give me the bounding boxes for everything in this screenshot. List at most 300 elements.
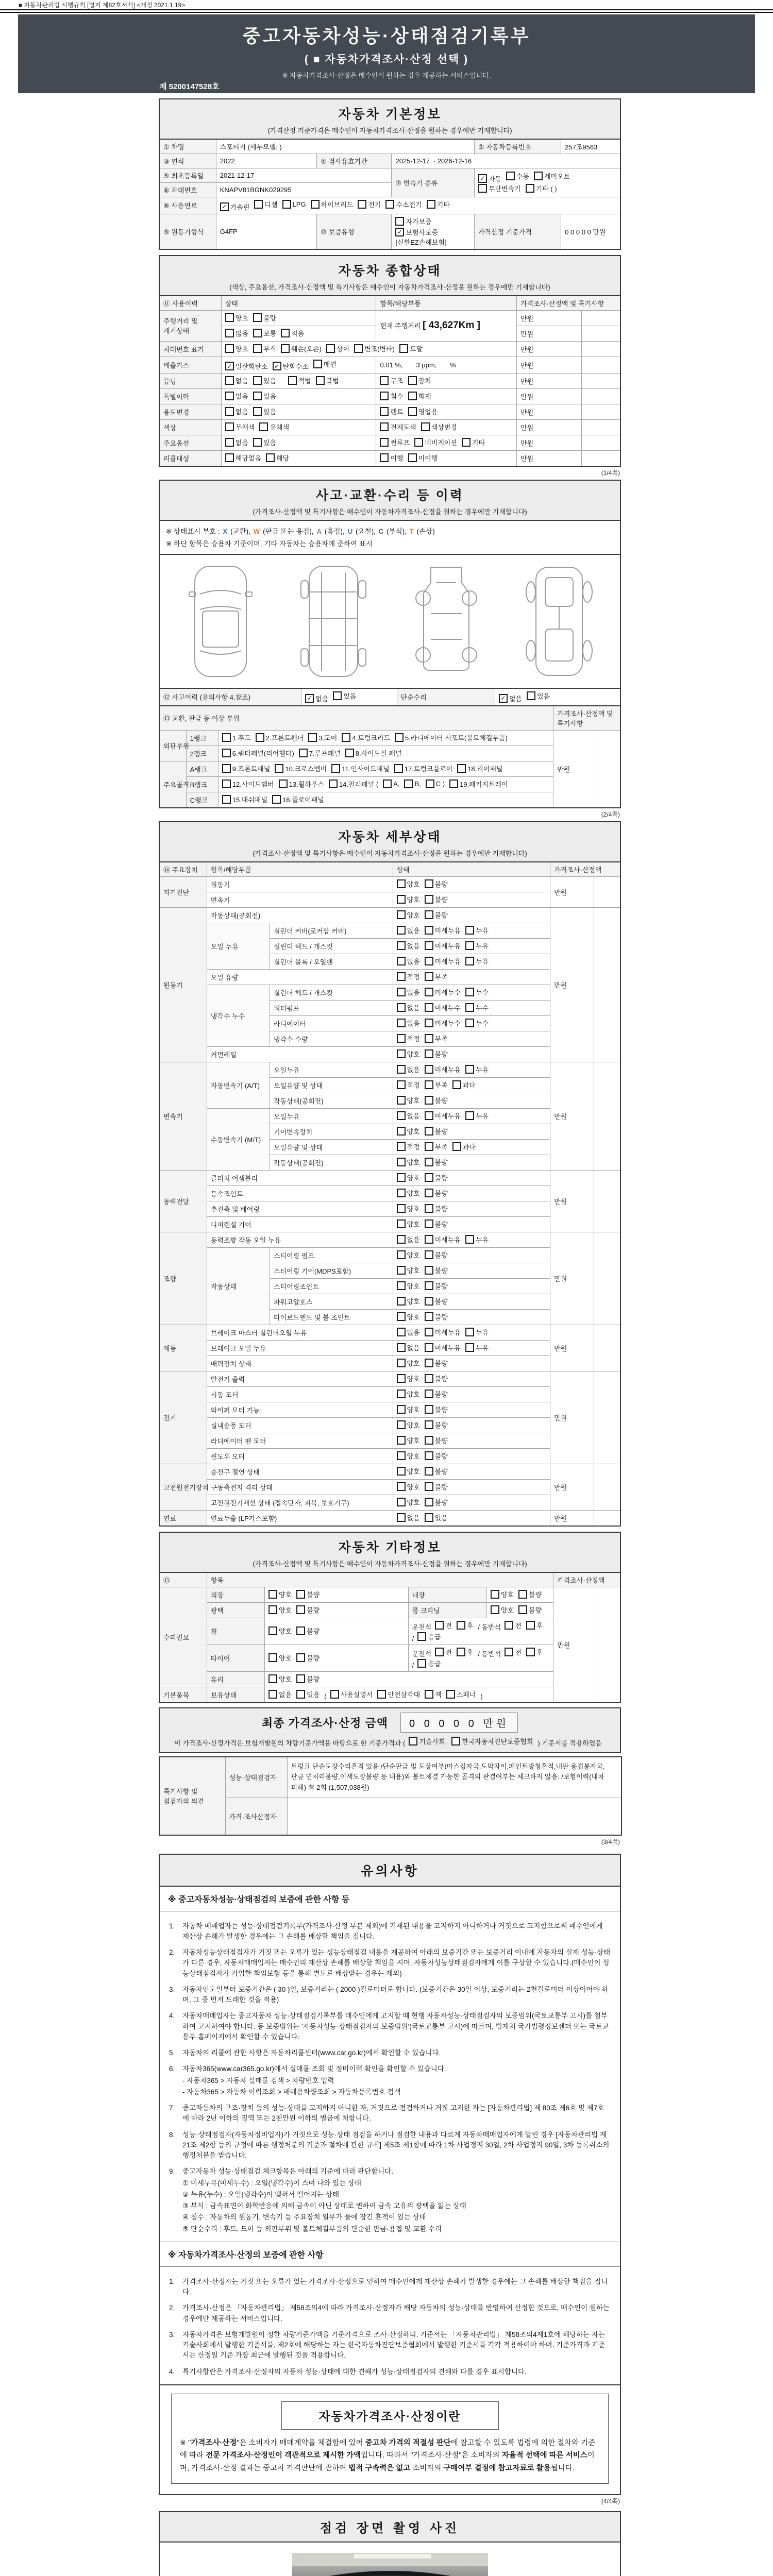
- checkbox-미세누수[interactable]: [425, 1003, 461, 1012]
- checkbox-썬루프[interactable]: [380, 437, 410, 447]
- checkbox-있음[interactable]: [253, 391, 276, 401]
- checkbox-box-icon[interactable]: [425, 1019, 433, 1027]
- checkbox-양호[interactable]: [225, 313, 248, 323]
- checkbox-미세누유[interactable]: [425, 925, 461, 935]
- checkbox-box-icon[interactable]: [397, 1297, 406, 1306]
- checkbox-box-icon[interactable]: [425, 1513, 433, 1522]
- checkbox-색상변경[interactable]: [421, 422, 457, 432]
- checkbox-과다[interactable]: [452, 1080, 476, 1090]
- checkbox-불량[interactable]: [425, 1204, 448, 1213]
- checkbox-미세누유[interactable]: [425, 956, 461, 966]
- checkbox-box-icon[interactable]: [397, 895, 406, 904]
- checkbox-15.대쉬패널[interactable]: [222, 794, 267, 804]
- checkbox-적음[interactable]: [281, 328, 304, 338]
- checkbox-양호[interactable]: [268, 1674, 292, 1684]
- checkbox-box-icon[interactable]: [451, 1737, 460, 1745]
- checkbox-부족[interactable]: [425, 972, 448, 981]
- checkbox-양호[interactable]: [491, 1589, 514, 1599]
- checkbox-사용설명서[interactable]: [330, 1689, 373, 1699]
- checkbox-box-icon[interactable]: [425, 879, 433, 888]
- checkbox-box-icon[interactable]: [333, 691, 342, 700]
- checkbox-양호[interactable]: [397, 1126, 420, 1136]
- checkbox-box-icon[interactable]: [505, 1648, 513, 1656]
- checkbox-box-icon[interactable]: [254, 200, 263, 209]
- checkbox-없음[interactable]: [397, 1513, 420, 1522]
- checkbox-양호[interactable]: [397, 1204, 420, 1213]
- checkbox-box-icon[interactable]: [225, 329, 234, 337]
- checkbox-없음[interactable]: [225, 391, 248, 401]
- checkbox-있음[interactable]: [253, 376, 276, 385]
- checkbox-양호[interactable]: [397, 1049, 420, 1059]
- checkbox-box-icon[interactable]: [425, 1436, 433, 1445]
- checkbox-box-icon[interactable]: [253, 376, 262, 385]
- checkbox-box-icon[interactable]: [268, 1690, 277, 1699]
- checkbox-탄화수소[interactable]: [273, 361, 309, 371]
- checkbox-box-icon[interactable]: [296, 1605, 305, 1614]
- checkbox-box-icon[interactable]: [380, 392, 389, 400]
- checkbox-box-icon[interactable]: [397, 1127, 406, 1136]
- checkbox-box-icon[interactable]: [268, 1626, 277, 1635]
- checkbox-LPG[interactable]: [282, 200, 306, 209]
- checkbox-box-icon[interactable]: [404, 779, 413, 788]
- checkbox-box-icon[interactable]: [397, 1451, 406, 1460]
- checkbox-잭[interactable]: [425, 1689, 442, 1699]
- checkbox-box-icon[interactable]: [449, 779, 458, 788]
- checkbox-box-icon[interactable]: [225, 407, 234, 416]
- checkbox-box-icon[interactable]: [397, 1266, 406, 1275]
- checkbox-box-icon[interactable]: [397, 1359, 406, 1367]
- checkbox-box-icon[interactable]: [279, 779, 288, 788]
- checkbox-한국자동차진단보증협회[interactable]: [451, 1736, 533, 1746]
- checkbox-보험사보증[interactable]: [395, 227, 438, 237]
- checkbox-양호[interactable]: [268, 1605, 292, 1615]
- checkbox-box-icon[interactable]: [425, 957, 433, 965]
- checkbox-box-icon[interactable]: [465, 1343, 474, 1352]
- checkbox-미세누유[interactable]: [425, 1064, 461, 1074]
- checkbox-box-icon[interactable]: [397, 1389, 406, 1398]
- checkbox-네비게이션[interactable]: [414, 437, 457, 447]
- checkbox-자가보증[interactable]: [395, 216, 431, 226]
- checkbox-box-icon[interactable]: [397, 1405, 406, 1414]
- checkbox-B,[interactable]: [404, 779, 421, 788]
- checkbox-불량[interactable]: [425, 879, 448, 889]
- checkbox-box-icon[interactable]: [397, 1080, 406, 1089]
- checkbox-box-icon[interactable]: [465, 957, 474, 965]
- checkbox-box-icon[interactable]: ✓: [225, 362, 234, 370]
- checkbox-무단변속기[interactable]: [478, 183, 521, 193]
- checkbox-box-icon[interactable]: [313, 360, 322, 368]
- checkbox-18.리어패널[interactable]: [457, 764, 502, 773]
- checkbox-box-icon[interactable]: [425, 910, 433, 919]
- checkbox-수동[interactable]: [506, 171, 529, 181]
- checkbox-box-icon[interactable]: [417, 1659, 426, 1668]
- checkbox-box-icon[interactable]: [425, 1235, 433, 1244]
- checkbox-A,[interactable]: [383, 779, 399, 788]
- checkbox-box-icon[interactable]: [397, 1343, 406, 1352]
- checkbox-미세누수[interactable]: [425, 987, 461, 997]
- checkbox-양호[interactable]: [397, 1281, 420, 1291]
- checkbox-미세누유[interactable]: [425, 1234, 461, 1244]
- checkbox-해당[interactable]: [266, 453, 289, 463]
- checkbox-없음[interactable]: [397, 987, 420, 997]
- checkbox-불량[interactable]: [425, 1497, 448, 1507]
- checkbox-없음[interactable]: [397, 925, 420, 935]
- checkbox-없음[interactable]: [397, 1234, 420, 1244]
- checkbox-box-icon[interactable]: ✓: [395, 228, 404, 236]
- checkbox-box-icon[interactable]: [526, 1648, 535, 1656]
- checkbox-불량[interactable]: [425, 1374, 448, 1383]
- checkbox-box-icon[interactable]: [465, 1111, 474, 1120]
- checkbox-불량[interactable]: [425, 1312, 448, 1321]
- checkbox-침수[interactable]: [380, 391, 403, 401]
- checkbox-box-icon[interactable]: [225, 438, 234, 447]
- checkbox-box-icon[interactable]: [380, 453, 389, 462]
- checkbox-box-icon[interactable]: [397, 1328, 406, 1336]
- checkbox-box-icon[interactable]: [425, 1266, 433, 1275]
- checkbox-기술사회,[interactable]: [409, 1736, 447, 1746]
- checkbox-box-icon[interactable]: [397, 1235, 406, 1244]
- checkbox-없음[interactable]: [397, 1018, 420, 1028]
- checkbox-box-icon[interactable]: [462, 438, 470, 447]
- checkbox-box-icon[interactable]: [425, 1690, 433, 1699]
- checkbox-불량[interactable]: [425, 1265, 448, 1275]
- checkbox-box-icon[interactable]: [397, 1142, 406, 1151]
- checkbox-box-icon[interactable]: [526, 1621, 535, 1630]
- checkbox-있음[interactable]: [253, 406, 276, 416]
- checkbox-box-icon[interactable]: [397, 1467, 406, 1476]
- checkbox-불량[interactable]: [425, 1095, 448, 1105]
- checkbox-불량[interactable]: [425, 1389, 448, 1399]
- checkbox-누유[interactable]: [465, 925, 489, 935]
- checkbox-안전삼각대[interactable]: [377, 1689, 420, 1699]
- checkbox-불량[interactable]: [425, 1482, 448, 1492]
- checkbox-없음[interactable]: [225, 406, 248, 416]
- checkbox-6.쿼터패널(리어휀다)[interactable]: [222, 748, 294, 758]
- checkbox-box-icon[interactable]: [425, 1498, 433, 1506]
- checkbox-불량[interactable]: [425, 894, 448, 904]
- checkbox-있음[interactable]: [527, 691, 550, 701]
- checkbox-세미오토[interactable]: [534, 171, 570, 181]
- checkbox-누유[interactable]: [465, 1234, 489, 1244]
- checkbox-box-icon[interactable]: [268, 1653, 277, 1662]
- checkbox-box-icon[interactable]: [505, 1621, 513, 1630]
- checkbox-box-icon[interactable]: [397, 1003, 406, 1012]
- checkbox-양호[interactable]: [397, 1497, 420, 1507]
- checkbox-box-icon[interactable]: [222, 733, 231, 742]
- checkbox-양호[interactable]: [268, 1589, 292, 1599]
- checkbox-box-icon[interactable]: [425, 926, 433, 935]
- checkbox-box-icon[interactable]: [281, 344, 290, 353]
- checkbox-box-icon[interactable]: ✓: [220, 202, 229, 211]
- checkbox-box-icon[interactable]: [253, 329, 262, 337]
- checkbox-화재[interactable]: [408, 391, 431, 401]
- checkbox-box-icon[interactable]: [296, 1674, 305, 1683]
- checkbox-양호[interactable]: [397, 1312, 420, 1321]
- checkbox-box-icon[interactable]: [425, 1482, 433, 1491]
- checkbox-box-icon[interactable]: [397, 879, 406, 888]
- checkbox-box-icon[interactable]: [282, 200, 291, 209]
- checkbox-box-icon[interactable]: [281, 329, 290, 337]
- checkbox-box-icon[interactable]: [345, 749, 354, 757]
- checkbox-box-icon[interactable]: [408, 407, 417, 416]
- checkbox-box-icon[interactable]: [465, 1019, 474, 1027]
- checkbox-양호[interactable]: [397, 1389, 420, 1399]
- checkbox-불법[interactable]: [316, 376, 339, 385]
- checkbox-box-icon[interactable]: [380, 438, 389, 447]
- checkbox-변조(변타)[interactable]: [354, 344, 395, 353]
- checkbox-누유[interactable]: [465, 1343, 489, 1352]
- checkbox-box-icon[interactable]: [427, 200, 435, 209]
- checkbox-불량[interactable]: [425, 1281, 448, 1291]
- checkbox-9.프론트패널[interactable]: [222, 764, 271, 773]
- checkbox-1.후드[interactable]: [222, 733, 251, 742]
- checkbox-box-icon[interactable]: [397, 926, 406, 935]
- checkbox-box-icon[interactable]: [225, 422, 234, 431]
- checkbox-없음[interactable]: [397, 1327, 420, 1337]
- checkbox-양호[interactable]: [397, 1451, 420, 1461]
- checkbox-box-icon[interactable]: [425, 1451, 433, 1460]
- checkbox-적법[interactable]: [288, 376, 311, 385]
- checkbox-box-icon[interactable]: [425, 1343, 433, 1352]
- checkbox-양호[interactable]: [397, 1219, 420, 1229]
- checkbox-box-icon[interactable]: [383, 779, 392, 788]
- checkbox-불량[interactable]: [253, 313, 276, 323]
- checkbox-box-icon[interactable]: [491, 1605, 499, 1614]
- checkbox-box-icon[interactable]: [446, 1690, 455, 1699]
- checkbox-box-icon[interactable]: [397, 957, 406, 965]
- checkbox-box-icon[interactable]: [259, 422, 268, 431]
- checkbox-box-icon[interactable]: [426, 779, 434, 788]
- checkbox-적정[interactable]: [397, 1033, 420, 1043]
- checkbox-box-icon[interactable]: [397, 1189, 406, 1197]
- checkbox-box-icon[interactable]: [397, 910, 406, 919]
- checkbox-미세누유[interactable]: [425, 1327, 461, 1337]
- checkbox-box-icon[interactable]: [385, 200, 394, 209]
- checkbox-후[interactable]: [526, 1647, 543, 1657]
- checkbox-box-icon[interactable]: [465, 988, 474, 996]
- checkbox-box-icon[interactable]: [425, 1219, 433, 1228]
- checkbox-불량[interactable]: [296, 1653, 320, 1663]
- checkbox-box-icon[interactable]: [397, 1436, 406, 1445]
- checkbox-양호[interactable]: [491, 1605, 514, 1615]
- checkbox-box-icon[interactable]: [425, 1003, 433, 1012]
- checkbox-양호[interactable]: [397, 1188, 420, 1198]
- checkbox-전[interactable]: [435, 1647, 452, 1657]
- checkbox-box-icon[interactable]: [409, 1737, 417, 1745]
- checkbox-4.트렁크리드[interactable]: [342, 733, 390, 742]
- checkbox-box-icon[interactable]: ✓: [305, 694, 314, 703]
- checkbox-스패너[interactable]: [446, 1689, 476, 1699]
- checkbox-box-icon[interactable]: [417, 1632, 426, 1641]
- checkbox-box-icon[interactable]: [268, 1674, 277, 1683]
- checkbox-누수[interactable]: [465, 1003, 489, 1012]
- checkbox-없음[interactable]: [268, 1689, 292, 1699]
- checkbox-box-icon[interactable]: [425, 1297, 433, 1306]
- checkbox-box-icon[interactable]: [478, 184, 487, 193]
- checkbox-box-icon[interactable]: [397, 1219, 406, 1228]
- checkbox-box-icon[interactable]: [425, 1405, 433, 1414]
- checkbox-있음[interactable]: [296, 1689, 320, 1699]
- checkbox-적정[interactable]: [397, 1142, 420, 1151]
- checkbox-box-icon[interactable]: [414, 438, 423, 447]
- checkbox-box-icon[interactable]: [380, 422, 389, 431]
- checkbox-box-icon[interactable]: [342, 733, 350, 742]
- checkbox-box-icon[interactable]: [225, 376, 234, 385]
- checkbox-box-icon[interactable]: [465, 1328, 474, 1336]
- checkbox-적정[interactable]: [397, 972, 420, 981]
- checkbox-누유[interactable]: [465, 956, 489, 966]
- checkbox-box-icon[interactable]: [395, 733, 404, 742]
- checkbox-전기[interactable]: [358, 199, 381, 209]
- checkbox-17.트렁크플로어[interactable]: [394, 764, 452, 773]
- checkbox-없음[interactable]: [397, 941, 420, 951]
- checkbox-box-icon[interactable]: [465, 1065, 474, 1074]
- checkbox-있음[interactable]: [425, 1513, 448, 1522]
- checkbox-box-icon[interactable]: [397, 1158, 406, 1166]
- checkbox-box-icon[interactable]: [397, 1482, 406, 1491]
- checkbox-box-icon[interactable]: [465, 1235, 474, 1244]
- checkbox-box-icon[interactable]: [491, 1590, 499, 1599]
- checkbox-box-icon[interactable]: [425, 1467, 433, 1476]
- checkbox-양호[interactable]: [268, 1653, 292, 1663]
- checkbox-box-icon[interactable]: [397, 1096, 406, 1105]
- checkbox-box-icon[interactable]: [526, 184, 534, 193]
- checkbox-후[interactable]: [457, 1647, 474, 1657]
- checkbox-없음[interactable]: [499, 693, 522, 703]
- checkbox-불량[interactable]: [425, 1296, 448, 1306]
- checkbox-해당없음[interactable]: [225, 453, 261, 463]
- checkbox-상이[interactable]: [326, 344, 349, 353]
- checkbox-불량[interactable]: [425, 1435, 448, 1445]
- checkbox-미이행[interactable]: [408, 453, 438, 463]
- checkbox-불량[interactable]: [425, 1250, 448, 1260]
- checkbox-2.프론트휀더[interactable]: [256, 733, 304, 742]
- checkbox-box-icon[interactable]: [397, 1049, 406, 1058]
- checkbox-box-icon[interactable]: [308, 733, 317, 742]
- checkbox-box-icon[interactable]: [425, 1065, 433, 1074]
- checkbox-도말[interactable]: [399, 344, 423, 353]
- checkbox-과다[interactable]: [452, 1142, 476, 1151]
- checkbox-box-icon[interactable]: [275, 764, 283, 773]
- checkbox-box-icon[interactable]: [408, 392, 417, 400]
- checkbox-box-icon[interactable]: [316, 376, 325, 385]
- checkbox-box-icon[interactable]: [397, 1111, 406, 1120]
- checkbox-box-icon[interactable]: [425, 1127, 433, 1136]
- checkbox-box-icon[interactable]: [425, 1142, 433, 1151]
- checkbox-box-icon[interactable]: [397, 1065, 406, 1074]
- checkbox-box-icon[interactable]: [425, 972, 433, 981]
- checkbox-불량[interactable]: [518, 1605, 542, 1615]
- checkbox-양호[interactable]: [225, 344, 248, 353]
- checkbox-유채색[interactable]: [259, 422, 289, 432]
- checkbox-양호[interactable]: [397, 879, 420, 889]
- checkbox-불량[interactable]: [425, 1219, 448, 1229]
- checkbox-양호[interactable]: [397, 1466, 420, 1476]
- checkbox-box-icon[interactable]: [380, 376, 389, 385]
- checkbox-양호[interactable]: [397, 1296, 420, 1306]
- checkbox-후[interactable]: [457, 1620, 474, 1630]
- checkbox-불량[interactable]: [518, 1589, 542, 1599]
- checkbox-훼손(오손)[interactable]: [281, 344, 322, 353]
- checkbox-box-icon[interactable]: [465, 941, 474, 950]
- checkbox-렌트[interactable]: [380, 406, 403, 416]
- checkbox-전[interactable]: [505, 1647, 522, 1657]
- checkbox-box-icon[interactable]: [397, 941, 406, 950]
- checkbox-box-icon[interactable]: [465, 1003, 474, 1012]
- checkbox-불량[interactable]: [296, 1605, 320, 1615]
- checkbox-부족[interactable]: [425, 1033, 448, 1043]
- checkbox-이행[interactable]: [380, 453, 403, 463]
- checkbox-불량[interactable]: [425, 1173, 448, 1182]
- checkbox-box-icon[interactable]: [425, 1096, 433, 1105]
- checkbox-box-icon[interactable]: [253, 407, 262, 416]
- checkbox-불량[interactable]: [296, 1589, 320, 1599]
- checkbox-box-icon[interactable]: [399, 344, 408, 353]
- checkbox-미세누수[interactable]: [425, 1018, 461, 1028]
- checkbox-box-icon[interactable]: [457, 1621, 465, 1630]
- checkbox-양호[interactable]: [397, 1420, 420, 1430]
- checkbox-전체도색[interactable]: [380, 422, 416, 432]
- checkbox-C )[interactable]: [426, 779, 445, 788]
- checkbox-box-icon[interactable]: [425, 1374, 433, 1383]
- checkbox-box-icon[interactable]: [296, 1653, 305, 1662]
- checkbox-전[interactable]: [505, 1620, 522, 1630]
- checkbox-응급[interactable]: [417, 1658, 441, 1668]
- checkbox-box-icon[interactable]: [256, 733, 264, 742]
- checkbox-부족[interactable]: [425, 1080, 448, 1090]
- checkbox-box-icon[interactable]: [329, 779, 338, 788]
- checkbox-수소전기[interactable]: [385, 199, 422, 209]
- checkbox-없음[interactable]: [225, 376, 248, 385]
- checkbox-영업용[interactable]: [408, 406, 438, 416]
- checkbox-box-icon[interactable]: ✓: [273, 362, 281, 370]
- checkbox-box-icon[interactable]: [425, 1189, 433, 1197]
- checkbox-box-icon[interactable]: [518, 1605, 527, 1614]
- checkbox-box-icon[interactable]: [435, 1621, 444, 1630]
- checkbox-box-icon[interactable]: [397, 1019, 406, 1027]
- checkbox-box-icon[interactable]: [457, 1648, 465, 1656]
- checkbox-box-icon[interactable]: [268, 1605, 277, 1614]
- checkbox-box-icon[interactable]: [425, 1034, 433, 1043]
- checkbox-box-icon[interactable]: [425, 1111, 433, 1120]
- checkbox-box-icon[interactable]: [425, 1312, 433, 1321]
- checkbox-누유[interactable]: [465, 1064, 489, 1074]
- checkbox-미세누유[interactable]: [425, 1343, 461, 1352]
- checkbox-box-icon[interactable]: [457, 764, 466, 773]
- checkbox-보통[interactable]: [253, 328, 276, 338]
- checkbox-8.사이드실 패널[interactable]: [345, 748, 402, 758]
- checkbox-없음[interactable]: [397, 1343, 420, 1352]
- checkbox-후[interactable]: [526, 1620, 543, 1630]
- checkbox-box-icon[interactable]: [425, 1389, 433, 1398]
- checkbox-7.루프패널[interactable]: [299, 748, 341, 758]
- checkbox-미세누유[interactable]: [425, 1111, 461, 1121]
- checkbox-box-icon[interactable]: [408, 376, 417, 385]
- checkbox-없음[interactable]: [397, 956, 420, 966]
- checkbox-디젤[interactable]: [254, 199, 277, 209]
- checkbox-기타 ( )[interactable]: [526, 183, 557, 193]
- checkbox-없음[interactable]: [397, 1064, 420, 1074]
- checkbox-하이브리드[interactable]: [311, 199, 354, 209]
- checkbox-5.라디에이터 서포트(볼트체결부품)[interactable]: [395, 733, 508, 742]
- checkbox-무채색[interactable]: [225, 422, 255, 432]
- checkbox-box-icon[interactable]: [331, 764, 340, 773]
- checkbox-불량[interactable]: [425, 1126, 448, 1136]
- checkbox-불량[interactable]: [425, 1188, 448, 1198]
- checkbox-양호[interactable]: [397, 910, 420, 920]
- checkbox-box-icon[interactable]: [296, 1626, 305, 1635]
- checkbox-box-icon[interactable]: [222, 795, 231, 804]
